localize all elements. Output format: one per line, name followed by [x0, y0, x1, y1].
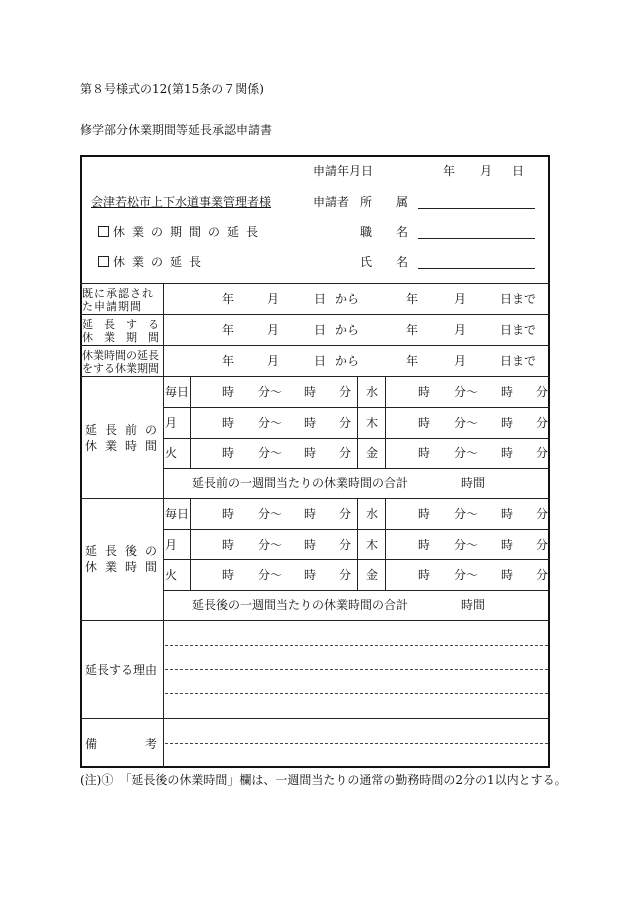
period-year: 年	[406, 354, 419, 368]
minute-label: 分～	[258, 507, 283, 521]
apply-day: 日	[512, 164, 525, 178]
remarks-line[interactable]	[165, 743, 548, 744]
minute-label: 分	[339, 507, 352, 521]
period-from: から	[335, 292, 360, 306]
period-day: 日	[314, 354, 327, 368]
minute-label: 分～	[258, 568, 283, 582]
minute-label: 分～	[258, 416, 283, 430]
checkbox-icon[interactable]	[98, 226, 109, 237]
minute-label: 分～	[258, 385, 283, 399]
affiliation-line[interactable]	[418, 208, 535, 209]
period-day: 日	[314, 292, 327, 306]
period-month: 月	[454, 354, 467, 368]
period-label: た申請期間	[82, 300, 142, 313]
minute-label: 分～	[454, 446, 479, 460]
rule	[163, 468, 550, 469]
hour-label: 時	[501, 446, 514, 460]
rule	[80, 283, 550, 284]
day-label: 月	[165, 538, 178, 552]
period-from: から	[335, 323, 360, 337]
applicant-label: 申請者	[313, 195, 350, 209]
day-label: 毎日	[165, 507, 190, 521]
rule	[80, 314, 550, 315]
period-label: 休 業 期 間	[82, 331, 159, 344]
period-label: をする休業期間	[82, 362, 159, 375]
option-extend-period[interactable]	[98, 226, 265, 238]
hour-label: 時	[222, 568, 235, 582]
day-label: 火	[165, 568, 178, 582]
before-label-1: 延長前の	[85, 423, 166, 437]
after-total-label: 延長後の一週間当たりの休業時間の合計	[192, 598, 409, 612]
rule	[357, 376, 358, 468]
rule	[80, 718, 550, 719]
day-label: 水	[366, 385, 379, 399]
minute-label: 分	[536, 507, 549, 521]
minute-label: 分	[339, 446, 352, 460]
form-title: 修学部分休業期間等延長承認申請書	[80, 123, 273, 137]
period-day: 日	[314, 323, 327, 337]
hour-label: 時	[304, 446, 317, 460]
minute-label: 分	[536, 568, 549, 582]
minute-label: 分	[339, 416, 352, 430]
hour-label: 時	[304, 568, 317, 582]
before-total-hours: 時間	[461, 476, 486, 490]
minute-label: 分～	[258, 446, 283, 460]
before-total-label: 延長前の一週間当たりの休業時間の合計	[192, 476, 409, 490]
hour-label: 時	[501, 385, 514, 399]
apply-year: 年	[443, 164, 456, 178]
name-line[interactable]	[418, 268, 535, 269]
hour-label: 時	[501, 538, 514, 552]
period-month: 月	[267, 292, 280, 306]
day-label: 水	[366, 507, 379, 521]
day-label: 金	[366, 446, 379, 460]
hour-label: 時	[222, 385, 235, 399]
rule	[80, 345, 550, 346]
hour-label: 時	[222, 446, 235, 460]
hour-label: 時	[418, 416, 431, 430]
minute-label: 分～	[454, 385, 479, 399]
hour-label: 時	[222, 507, 235, 521]
hour-label: 時	[304, 538, 317, 552]
option-extend-period-label: 休業の期間の延長	[113, 225, 266, 239]
hour-label: 時	[418, 538, 431, 552]
day-label: 木	[366, 416, 379, 430]
minute-label: 分	[339, 538, 352, 552]
hour-label: 時	[222, 416, 235, 430]
footnote: (注)① 「延長後の休業時間」欄は、一週間当たりの通常の勤務時間の2分の1以内とする。	[80, 773, 567, 787]
hour-label: 時	[304, 385, 317, 399]
reason-line[interactable]	[165, 669, 548, 670]
period-month: 月	[454, 292, 467, 306]
post-line[interactable]	[418, 238, 535, 239]
period-until: 日まで	[500, 292, 537, 306]
affiliation-label: 所 属	[360, 195, 409, 209]
period-year: 年	[222, 354, 235, 368]
minute-label: 分	[339, 385, 352, 399]
option-extend-leave-label: 休業の延長	[113, 255, 209, 269]
hour-label: 時	[501, 507, 514, 521]
rule	[163, 590, 550, 591]
hour-label: 時	[304, 416, 317, 430]
reason-line[interactable]	[165, 645, 548, 646]
hour-label: 時	[418, 385, 431, 399]
apply-date-label: 申請年月日	[313, 164, 374, 178]
period-month: 月	[454, 323, 467, 337]
rule	[80, 376, 550, 377]
minute-label: 分～	[454, 416, 479, 430]
after-total-hours: 時間	[461, 598, 486, 612]
rule	[80, 498, 550, 499]
name-label: 氏 名	[360, 255, 409, 269]
minute-label: 分	[536, 416, 549, 430]
period-year: 年	[406, 323, 419, 337]
period-year: 年	[406, 292, 419, 306]
minute-label: 分	[536, 385, 549, 399]
period-label: 休業時間の延長	[82, 349, 159, 362]
period-year: 年	[222, 323, 235, 337]
checkbox-icon[interactable]	[98, 256, 109, 267]
hour-label: 時	[501, 568, 514, 582]
period-label: 既に承認され	[82, 287, 154, 300]
period-label: 延 長 す る	[82, 318, 159, 331]
period-year: 年	[222, 292, 235, 306]
day-label: 月	[165, 416, 178, 430]
minute-label: 分～	[258, 538, 283, 552]
period-month: 月	[267, 323, 280, 337]
minute-label: 分～	[454, 568, 479, 582]
rule	[163, 283, 164, 768]
apply-month: 月	[480, 164, 493, 178]
hour-label: 時	[418, 507, 431, 521]
hour-label: 時	[418, 446, 431, 460]
minute-label: 分	[536, 446, 549, 460]
period-until: 日まで	[500, 354, 537, 368]
minute-label: 分～	[454, 538, 479, 552]
before-label-2: 休業時間	[85, 439, 166, 453]
rule	[357, 498, 358, 590]
hour-label: 時	[304, 507, 317, 521]
reason-line[interactable]	[165, 693, 548, 694]
rule	[385, 498, 386, 590]
period-from: から	[335, 354, 360, 368]
rule	[190, 498, 191, 590]
after-label-2: 休業時間	[85, 560, 166, 574]
hour-label: 時	[418, 568, 431, 582]
rule	[385, 376, 386, 468]
minute-label: 分	[536, 538, 549, 552]
minute-label: 分～	[454, 507, 479, 521]
form-number: 第８号様式の12(第15条の７関係)	[80, 82, 264, 96]
day-label: 火	[165, 446, 178, 460]
hour-label: 時	[222, 538, 235, 552]
day-label: 毎日	[165, 385, 190, 399]
post-label: 職 名	[360, 225, 409, 239]
hour-label: 時	[501, 416, 514, 430]
rule	[190, 376, 191, 468]
remarks-label: 備 考	[85, 737, 158, 751]
period-until: 日まで	[500, 323, 537, 337]
reason-label: 延長する理由	[85, 663, 158, 677]
day-label: 金	[366, 568, 379, 582]
period-month: 月	[267, 354, 280, 368]
rule	[80, 620, 550, 621]
day-label: 木	[366, 538, 379, 552]
addressee: 会津若松市上下水道事業管理者様	[91, 195, 272, 209]
option-extend-leave[interactable]	[98, 256, 208, 268]
after-label-1: 延長後の	[85, 544, 166, 558]
minute-label: 分	[339, 568, 352, 582]
